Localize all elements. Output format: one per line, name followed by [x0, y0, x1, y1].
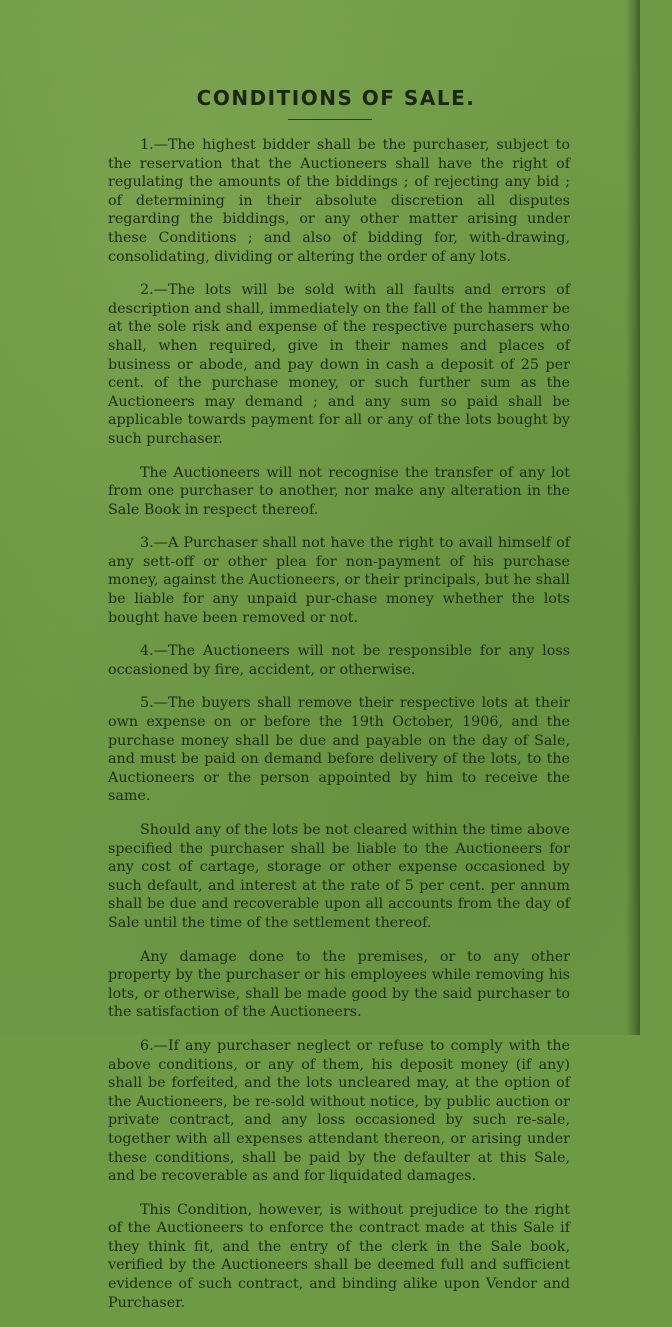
condition-6-prejudice-note: This Condition, however, is without prejudice to the right of the Auctioneers to enforce the contract made at this Sale if they think fit, and the entry of the clerk in the Sale book, verified by the Auctioneers shall be deemed full and sufficient evidence of such contract, and binding alike upon Vendor and Purchaser. [108, 1201, 570, 1311]
condition-5-storage-note: Should any of the lots be not cleared within the time above specified the purchaser shall be liable to the Auctioneers for any cost of cartage, storage or other expense occasioned by such default, and interest at the rate of 5 per cent. per annum shall be due and recoverable upon all accounts from the day of Sale until the time of the settlement thereof. [108, 822, 570, 931]
page-edge-shadow [626, 0, 640, 1035]
condition-5: 5.—The buyers shall remove their respective lots at their own expense on or before the 19th October, 1906, and the purchase money shall be due and payable on the day of Sale, and must be paid on demand before delivery of the lots, to the Auctioneers or the person appointed by him to receive the same. [108, 695, 570, 805]
conditions-body [108, 136, 570, 1327]
condition-4: 4.—The Auctioneers will not be responsible for any loss occasioned by fire, accident, or otherwise. [108, 643, 570, 678]
condition-2: 2.—The lots will be sold with all faults and errors of description and shall, immediately on the fall of the hammer be at the sole risk and expense of the respective purchasers who shall, when required, give in their names and places of business or abode, and pay down in cash a deposit of 25 per cent. of the purchase money, or such further sum as the Auctioneers may demand ; and any sum so paid shall be applicable towards payment for all or any of the lots bought by such purchaser. [108, 282, 570, 447]
title-underline [288, 119, 372, 120]
condition-3: 3.—A Purchaser shall not have the right to avail himself of any sett-off or other plea for non-payment of his purchase money, against the Auctioneers, or their principals, but he shall be liable for any unpaid pur-chase money whether the lots bought have been removed or not. [108, 535, 570, 626]
condition-2-transfer-note: The Auctioneers will not recognise the transfer of any lot from one purchaser to another, nor make any alteration in the Sale Book in respect thereof. [108, 464, 570, 518]
document-title: CONDITIONS OF SALE. [196, 86, 476, 110]
condition-6: 6.—If any purchaser neglect or refuse to comply with the above conditions, or any of them, his deposit money (if any) shall be forfeited, and the lots uncleared may, at the option of the Auctioneers, be re-sold without notice, by public auction or private contract, and any loss occasioned by such re-sale, together with all expenses attendant thereon, or arising under these conditions, shall be paid by the defaulter at this Sale, and be recoverable as and for liquidated damages. [108, 1037, 570, 1185]
condition-5-damage-note: Any damage done to the premises, or to any other property by the purchaser or his employees while removing his lots, or otherwise, shall be made good by the said purchaser to the satisfaction of the Auctioneers. [108, 948, 570, 1021]
condition-1: 1.—The highest bidder shall be the purchaser, subject to the reservation that the Auctioneers shall have the right of regulating the amounts of the biddings ; of rejecting any bid ; of determining in their absolute discretion all disputes regarding the biddings, or any other matter arising under these Conditions ; and also of bidding for, with-drawing, consolidating, dividing or altering the order of any lots. [108, 137, 570, 265]
